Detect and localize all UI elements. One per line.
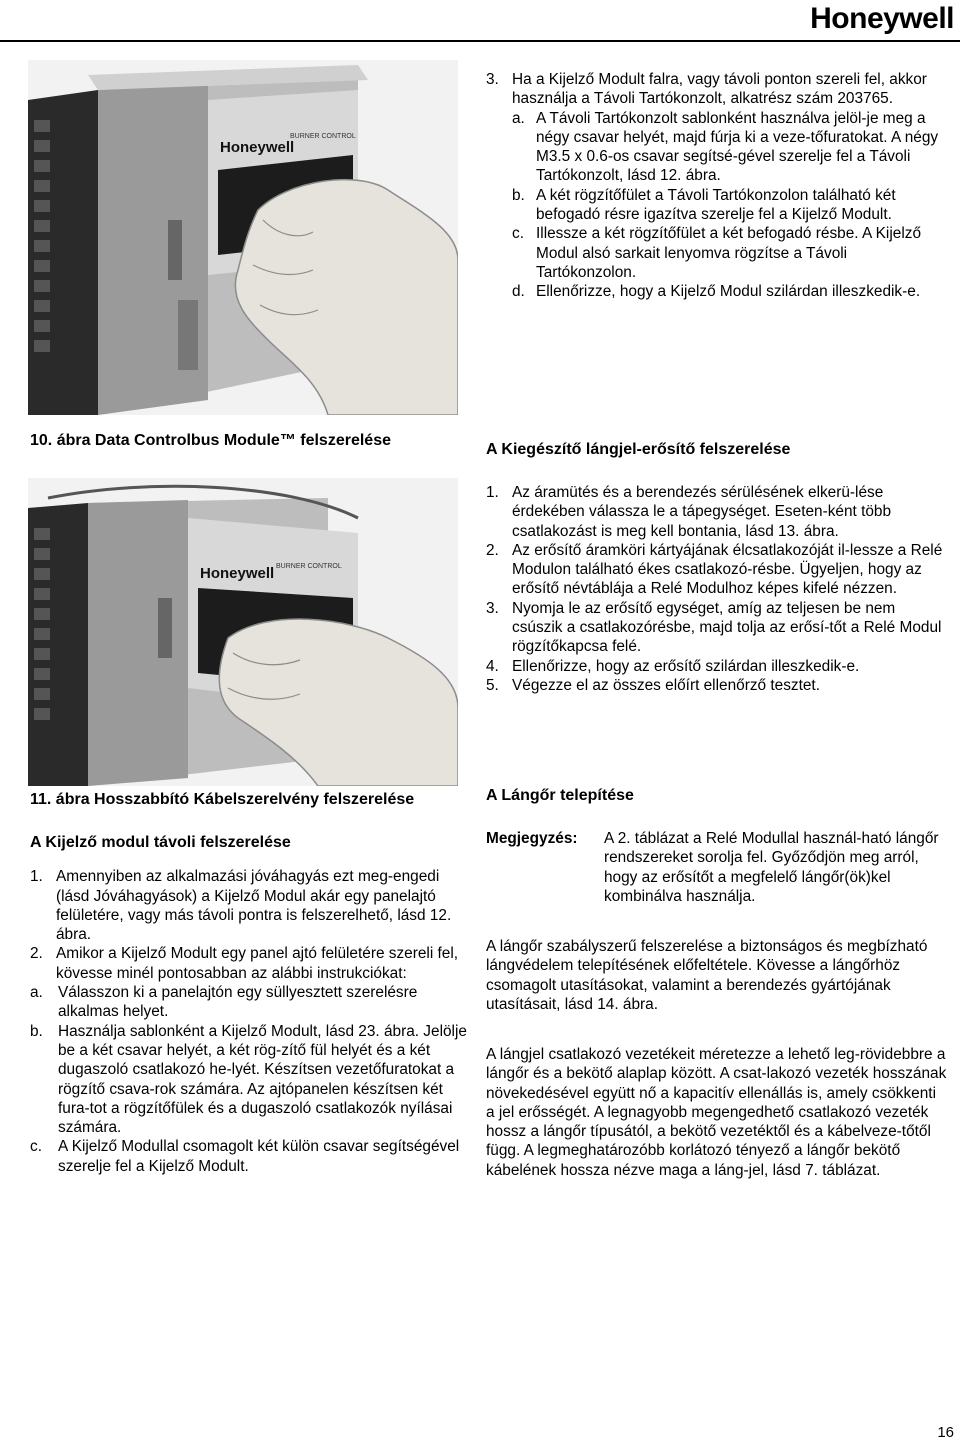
right-item-3: 3. Ha a Kijelző Modult falra, vagy távoli ponton szereli fel, akkor használja a Távoli Tartókonzolt, alkatrész szám 203765.	[486, 71, 927, 108]
right-column	[486, 70, 946, 302]
figure-10-panel-text: BURNER CONTROL	[290, 133, 356, 140]
left-sub-a: a. Válasszon ki a panelajtón egy süllyesztett szerelésre alkalmas helyet.	[30, 984, 418, 1021]
flame-para-1: A lángőr szabályszerű felszerelése a biztonságos és megbízható lángvédelem telepítésének előfeltétele. Kövesse a lángőrhöz csomagolt utasításokat, valamint a berendezés gyártójának utasításait, lásd 14. ábra.	[486, 938, 928, 1013]
left-item-1: 1. Amennyiben az alkalmazási jóváhagyás ezt meg-engedi (lásd Jóváhagyások) a Kijelző Modul akár egy panelajtó felületére, vagy más távoli pontra is felszerelhető, lásd 12. ábra.	[30, 868, 452, 944]
right-sub-b: b. A két rögzítőfület a Távoli Tartókonzolon található két befogadó résre igazítva szerelje fel a Kijelző Modult.	[512, 186, 896, 224]
amp-item-4: 4. Ellenőrizze, hogy az erősítő szilárdan illeszkedik-e.	[486, 657, 860, 675]
figure-11-caption: 11. ábra Hosszabbító Kábelszerelvény felszerelése	[30, 791, 415, 808]
left-sub-b: b. Használja sablonként a Kijelző Modult, lásd 23. ábra. Jelölje be a két csavar helyét, a két rög-zítő fül helyét és a két dugaszoló csatlakozó he-lyét. Készítsen vezetőfuratokat a rögzítő csava-rok számára. Az ajtópanelen készítsen két fura-tot a rögzítőfülek és a dugaszoló csatlakozók nyílásai számára.	[30, 1022, 467, 1137]
note-label: Megjegyzés:	[486, 830, 578, 847]
note-text: A 2. táblázat a Relé Modullal használ-ható lángőr rendszereket sorolja fel. Győződjön meg arról, hogy az erősítőt a megfelelő lángőr(ök)kel kombinálva használja.	[604, 830, 939, 905]
left-heading: A Kijelző modul távoli felszerelése	[30, 834, 291, 851]
amp-item-3: 3. Nyomja le az erősítő egységet, amíg az teljesen be nem csúszik a csatlakozórésbe, majd tolja az erősí-tőt a Relé Modul rögzítőkapcsa felé.	[486, 599, 942, 656]
figure-10-illustration	[28, 60, 458, 415]
left-column	[30, 833, 470, 1176]
honeywell-logo: Honeywell	[810, 2, 954, 35]
figure-10-caption: 10. ábra Data Controlbus Module™ felszerelése	[30, 432, 391, 449]
figure-11-photo	[28, 478, 458, 786]
left-item-2: 2. Amikor a Kijelző Modult egy panel ajtó felületére szereli fel, kövesse minél pontosabban az alábbi instrukciókat:	[30, 945, 459, 982]
header-rule	[0, 40, 960, 42]
right-sub-d: d. Ellenőrizze, hogy a Kijelző Modul szilárdan illeszkedik-e.	[512, 283, 921, 301]
figure-11-illustration	[28, 478, 458, 786]
figure-10-brand-text: Honeywell	[220, 139, 295, 156]
heading-amplifier: A Kiegészítő lángjel-erősítő felszerelése	[486, 441, 791, 458]
left-sub-c: c. A Kijelző Modullal csomagolt két külön csavar segítségével szerelje fel a Kijelző Modult.	[30, 1138, 460, 1175]
right-sub-a: a. A Távoli Tartókonzolt sablonként használva jelöl-je meg a négy csavar helyét, majd fúrja ki a veze-tőfuratokat. A négy M3.5 x 0.6-os csavar segítsé-gével szerelje fel a Távoli Tartókonzolt, lásd 12. ábra.	[512, 109, 939, 185]
amp-item-2: 2. Az erősítő áramköri kártyájának élcsatlakozóját il-lessze a Relé Modulon található ékes csatlakozó-résbe. Ügyeljen, hogy az erősítő névtáblája a Relé Modulhoz képes kifelé nézzen.	[486, 541, 943, 598]
amp-item-1: 1. Az áramütés és a berendezés sérülésének elkerü-lése érdekében válassza le a tápegységet. Eseten-ként több csatlakozást is meg kell bontania, lásd 13. ábra.	[486, 484, 892, 540]
amp-item-5: 5. Végezze el az összes előírt ellenőrző tesztet.	[486, 676, 820, 694]
heading-flame-detector: A Lángőr telepítése	[486, 787, 634, 804]
note-block	[486, 829, 946, 906]
figure-10-photo	[28, 60, 458, 415]
figure-11-panel-text: BURNER CONTROL	[276, 563, 342, 570]
figure-11-brand-text: Honeywell	[200, 565, 275, 582]
page-number: 16	[937, 1424, 954, 1441]
right-sub-c: c. Illessze a két rögzítőfület a két befogadó résbe. A Kijelző Modul alsó sarkait lenyomva rögzítse a Távoli Tartókonzolon.	[512, 225, 921, 281]
flame-para-2: A lángjel csatlakozó vezetékeit méretezze a lehető leg-rövidebbre a lángőr és a bekötő alaplap között. A csat-lakozó vezeték hosszának növekedésével együtt nő a kapacitív ellenállás is, amely csökkenti a jel erősségét. A legnagyobb megengedhető csatlakozó vezeték hossz a lángőr típusától, a bekötő vezetéktől és a kábelveze-tőtől függ. A legmeghatározóbb korlátozó tényező a lángőr bekötő kábelének hossza nézve maga a láng-jel, lásd 7. táblázat.	[486, 1046, 947, 1179]
amplifier-steps	[486, 483, 946, 695]
